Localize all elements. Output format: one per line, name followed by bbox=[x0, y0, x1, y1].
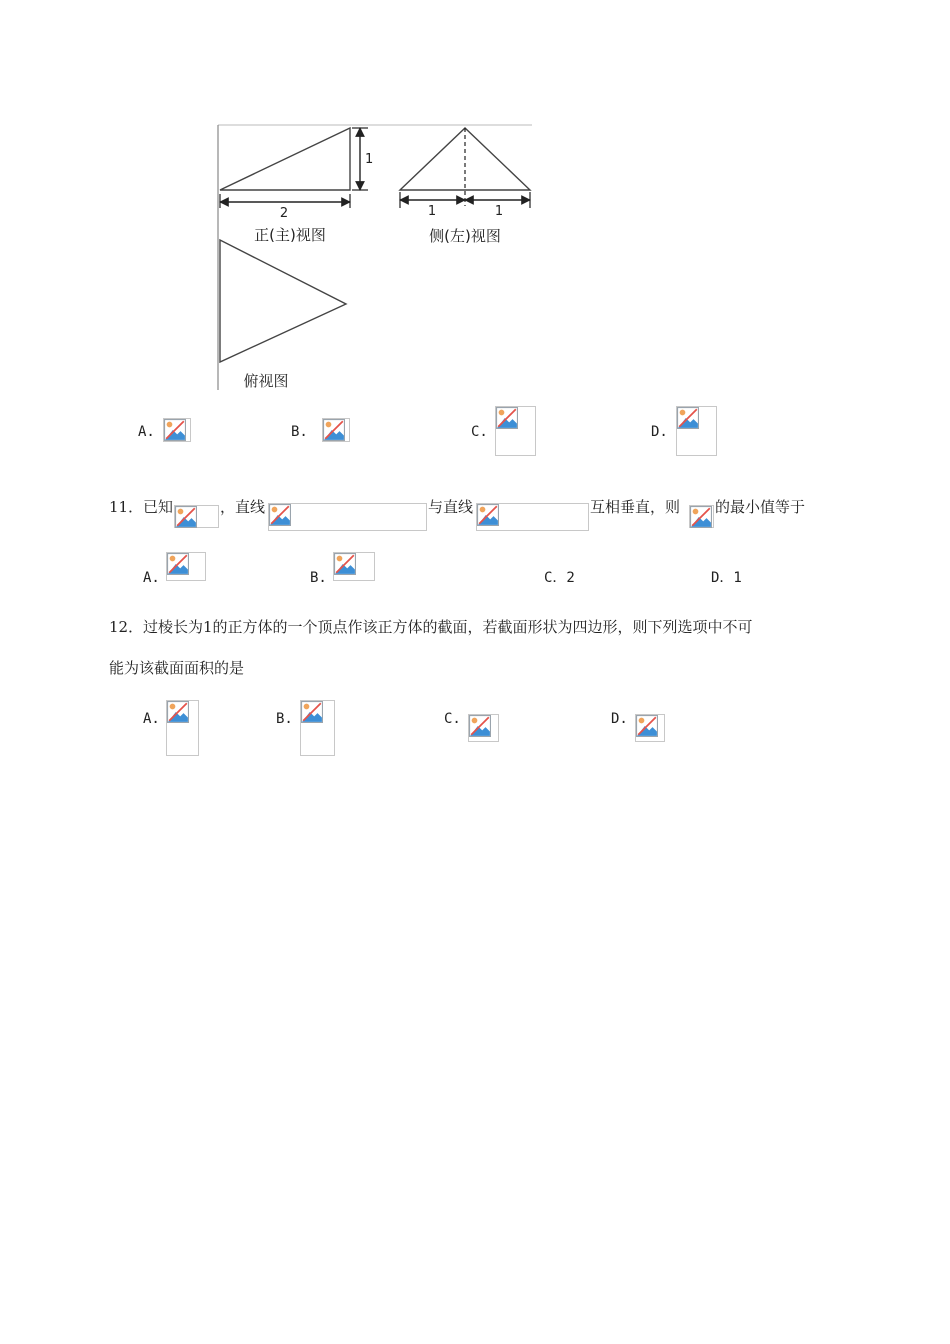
side-view-label: 侧(左)视图 bbox=[429, 227, 501, 245]
q11-number: 11． bbox=[109, 498, 144, 516]
broken-image-icon bbox=[323, 419, 345, 441]
q12-option-d-label: D. bbox=[611, 711, 628, 727]
broken-image-icon bbox=[496, 407, 518, 429]
q11-text-2: ，直线 bbox=[220, 498, 266, 516]
side-right-width-label: 1 bbox=[494, 204, 504, 219]
front-width-label: 2 bbox=[279, 206, 289, 221]
broken-image-icon bbox=[334, 553, 356, 575]
q11-formula-image-3 bbox=[476, 503, 589, 531]
broken-image-icon bbox=[301, 701, 323, 723]
q12-option-a-image bbox=[166, 700, 199, 756]
q11-text-5: 的最小值等于 bbox=[715, 498, 806, 516]
q10-option-d-image bbox=[676, 406, 717, 456]
q12-line-1: 过棱长为1的正方体的一个顶点作该正方体的截面，若截面形状为四边形，则下列选项中不可 bbox=[143, 618, 753, 636]
q11-text-1: 已知 bbox=[143, 498, 174, 516]
q11-option-d: D．1 bbox=[711, 570, 742, 586]
broken-image-icon bbox=[677, 407, 699, 429]
q11-text-3: 与直线 bbox=[428, 498, 474, 516]
q11-option-b-label: B. bbox=[310, 570, 327, 586]
q12-option-c-image bbox=[468, 714, 499, 742]
q10-option-c-label: C. bbox=[471, 424, 488, 440]
broken-image-icon bbox=[175, 506, 197, 528]
q10-option-b-image bbox=[322, 418, 350, 442]
three-view-figure bbox=[216, 124, 536, 394]
q12-option-b-label: B. bbox=[276, 711, 293, 727]
front-view-triangle bbox=[220, 128, 350, 190]
q11-text-4: 互相垂直，则 bbox=[590, 498, 681, 516]
front-view-label: 正(主)视图 bbox=[254, 226, 326, 244]
broken-image-icon bbox=[690, 506, 712, 528]
q12-option-b-image bbox=[300, 700, 335, 756]
top-view-label: 俯视图 bbox=[243, 372, 289, 390]
broken-image-icon bbox=[164, 419, 186, 441]
q10-option-a-label: A. bbox=[138, 424, 155, 440]
broken-image-icon bbox=[269, 504, 291, 526]
q10-option-b-label: B. bbox=[291, 424, 308, 440]
q11-option-b-image bbox=[333, 552, 375, 581]
top-view-triangle bbox=[220, 240, 346, 362]
q11-formula-image-4 bbox=[689, 505, 714, 528]
q10-option-d-label: D. bbox=[651, 424, 668, 440]
side-left-width-label: 1 bbox=[427, 204, 437, 219]
q10-option-c-image bbox=[495, 406, 536, 456]
broken-image-icon bbox=[636, 715, 658, 737]
q10-option-a-image bbox=[163, 418, 191, 442]
broken-image-icon bbox=[477, 504, 499, 526]
q12-line-2: 能为该截面面积的是 bbox=[109, 659, 245, 677]
q11-option-a-label: A. bbox=[143, 570, 160, 586]
q12-option-a-label: A. bbox=[143, 711, 160, 727]
q12-option-c-label: C. bbox=[444, 711, 461, 727]
q11-option-c: C．2 bbox=[544, 570, 575, 586]
front-height-label: 1 bbox=[365, 152, 374, 167]
broken-image-icon bbox=[469, 715, 491, 737]
q12-number: 12． bbox=[109, 618, 144, 636]
q11-formula-image-1 bbox=[174, 505, 219, 528]
q12-option-d-image bbox=[635, 714, 665, 742]
broken-image-icon bbox=[167, 701, 189, 723]
broken-image-icon bbox=[167, 553, 189, 575]
q11-formula-image-2 bbox=[268, 503, 427, 531]
q11-option-a-image bbox=[166, 552, 206, 581]
